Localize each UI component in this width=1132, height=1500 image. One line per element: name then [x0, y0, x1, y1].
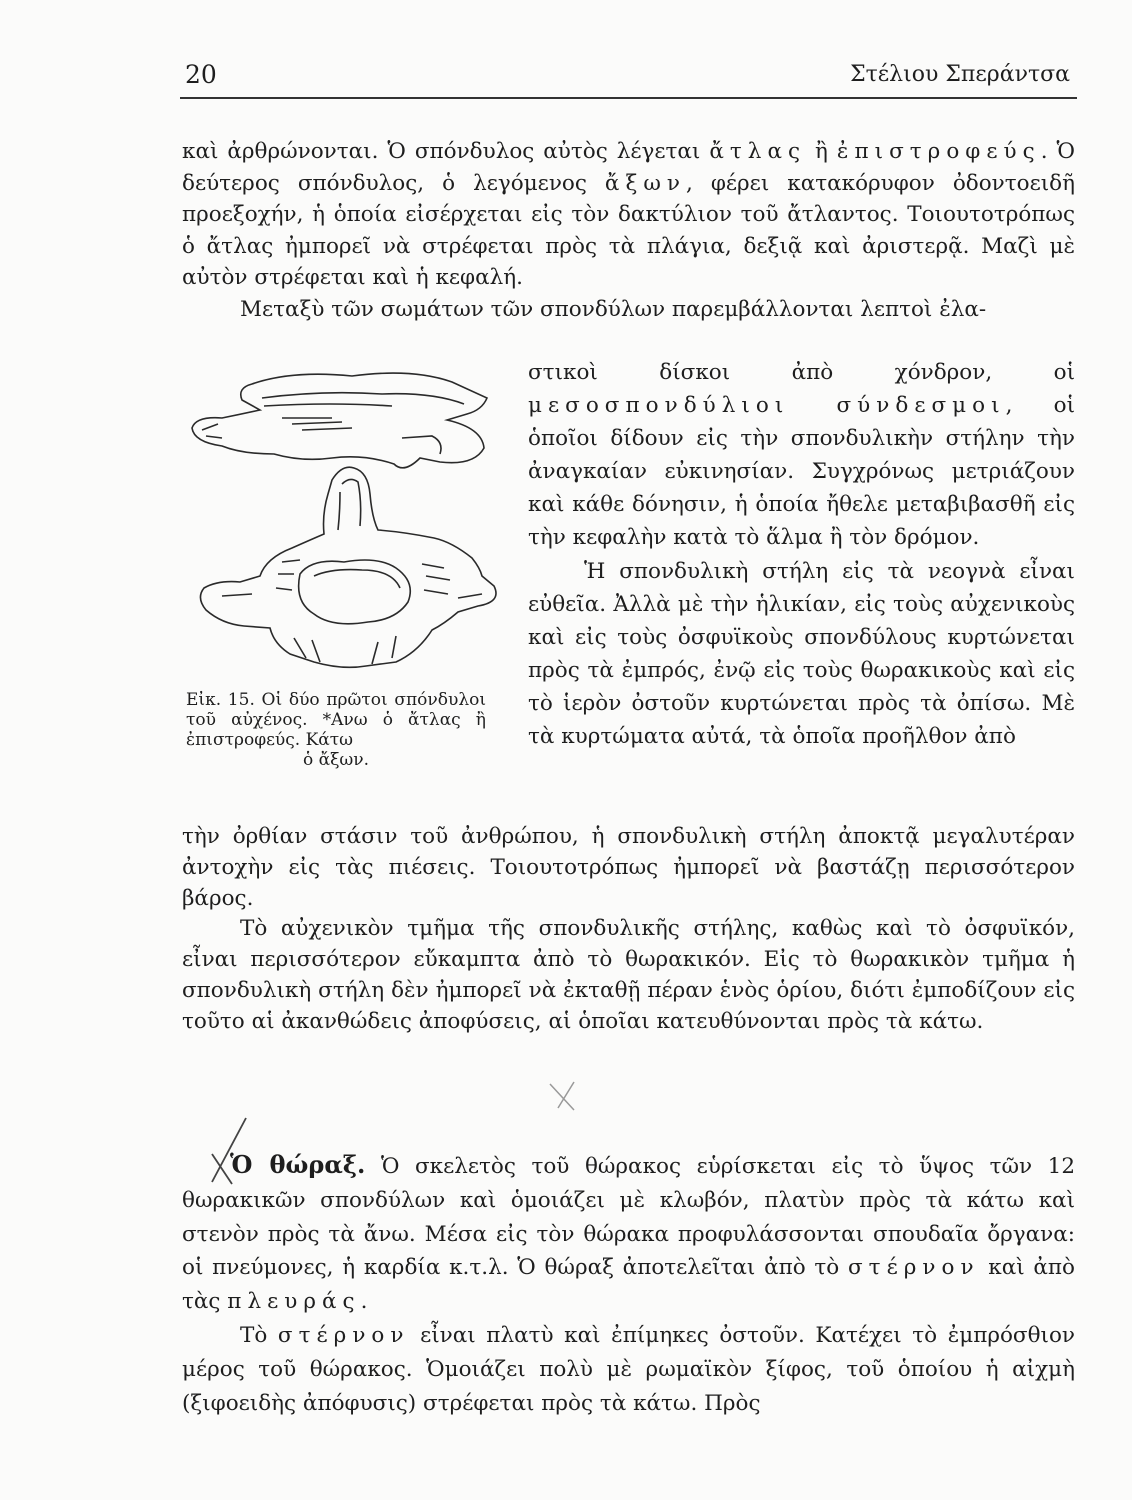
text-run: εἶναι πλατὺ καὶ ἐπίμηκες ὀστοῦν. Κατέχει τὸ ἐμπρόσθιον μέρος τοῦ θώρακος. Ὁμοιάζει πολὺ μὲ ρωμαϊκὸν ξίφος, τοῦ ὁποίου ἡ αἰχμὴ (ξιφοειδὴς ἀπόφυσις) στρέφεται πρὸς τὰ κάτω. Πρὸς	[182, 1322, 1075, 1416]
figure-caption	[186, 690, 486, 770]
paragraph-atlas	[182, 136, 1075, 294]
term-intervertebral-ligaments: μεσοσπονδύλιοι σύνδεσμοι	[528, 393, 1006, 419]
term-epistrofeus: ἐπιστροφεύς	[836, 139, 1041, 164]
header-rule	[180, 97, 1077, 99]
caption-text-end: ὁ ἄξων.	[302, 750, 370, 770]
text-top	[182, 136, 1075, 325]
term-sternum: στέρνον	[277, 1322, 410, 1348]
text-run: στικοὶ δίσκοι ἀπὸ χόνδρον, οἱ	[528, 360, 1075, 385]
text-run: Ὁ σκελετὸς τοῦ θώρακος εὑρίσκεται εἰς τὸ ὕψος τῶν 12 θωρακικῶν σπονδύλων καὶ ὁμοιάζει μὲ κλωβόν, πλατὺν πρὸς τὰ κάτω καὶ στενὸν πρὸς τὰ ἄνω. Μέσα εἰς τὸν θώρακα προφυλάσσονται σπουδαῖα ὄργανα: οἱ πνεύμονες, ἡ καρδία κ.τ.λ. Ὁ θώραξ ἀποτελεῖται ἀπὸ τὸ	[182, 1154, 1075, 1281]
paragraph-curvature: Ἡ σπονδυλικὴ στήλη εἰς τὰ νεογνὰ εἶναι εὐθεῖα. Ἀλλὰ μὲ τὴν ἡλικίαν, εἰς τοὺς αὐχενικοὺς καὶ εἰς τοὺς ὀσφυϊκοὺς σπονδύλους κυρτώνεται πρὸς τὰ ἐμπρός, ἐνῷ εἰς τοὺς θωρακικοὺς καὶ εἰς τὸ ἱερὸν ὀστοῦν κυρτώνεται πρὸς τὰ ὀπίσω. Μὲ τὰ κυρτώματα αὐτά, τὰ ὁποῖα προῆλθον ἀπὸ	[528, 558, 1075, 750]
caption-text: Εἰκ. 15. Οἱ δύο πρῶτοι σπόνδυλοι τοῦ αὐχένος. *Ανω ὁ ἄτλας ἢ ἐπιστροφεύς. Κάτω	[186, 690, 486, 750]
paragraph-flexibility: Τὸ αὐχενικὸν τμῆμα τῆς σπονδυλικῆς στήλης, καθὼς καὶ τὸ ὀσφυϊκόν, εἶναι περισσότερον εὔκαμπτα ἀπὸ τὸ θωρακικόν. Εἰς τὸ θωρακικὸν τμῆμα ἡ σπονδυλικὴ στήλη δὲν ἠμπορεῖ νὰ ἐκταθῇ πέραν ἑνὸς ὁρίου, διότι ἐμποδίζουν εἰς τοῦτο αἱ ἀκανθώδεις ἀποφύσεις, αἱ ὁποῖαι κατευθύνονται πρὸς τὰ κάτω.	[182, 916, 1075, 1034]
paragraph-discs-first-line: Μεταξὺ τῶν σωμάτων τῶν σπονδύλων παρεμβάλλονται λεπτοὶ ἐλα-	[240, 296, 987, 322]
term-axon: ἄξων	[604, 170, 686, 196]
text-run: . Ὁ δεύτερος σπόνδυλος, ὁ λεγόμενος	[182, 139, 1075, 196]
pencil-mark-icon	[544, 1076, 584, 1116]
running-title: Στέλιου Σπεράντσα	[850, 62, 1070, 87]
term-ribs: πλευράς	[227, 1289, 361, 1315]
paragraph-thorax	[182, 1148, 1075, 1319]
term-atlas: ἄτλας	[709, 139, 807, 164]
text-run: ἢ	[806, 139, 837, 164]
vertebrae-illustration	[182, 362, 527, 687]
text-run: , φέρει κατακόρυφον ὀδοντοειδῆ προεξοχήν, ἡ ὁποία εἰσέρχεται εἰς τὸν δακτύλιον τοῦ ἄτλαντος. Τοιουτοτρόπως ὁ ἄτλας ἠμπορεῖ νὰ στρέφεται πρὸς τὰ πλάγια, δεξιᾷ καὶ ἀριστερᾷ. Μαζὶ μὲ αὐτὸν στρέφεται καὶ ἡ κεφαλή.	[182, 170, 1075, 290]
text-continuation	[182, 822, 1075, 1038]
section-heading-thorax: Ὁ θώραξ.	[230, 1150, 366, 1179]
text-run: .	[360, 1289, 368, 1315]
text-run: καὶ ἀρθρώνονται. Ὁ σπόνδυλος αὐτὸς λέγεται	[182, 139, 710, 164]
paragraph-sternum	[182, 1319, 1075, 1420]
text-wrap-column	[528, 356, 1075, 753]
text-run: καὶ ἀπὸ τὰς	[182, 1255, 1075, 1315]
text-run: Τὸ	[240, 1322, 278, 1348]
text-run: , οἱ ὁποῖοι δίδουν εἰς τὴν σπονδυλικὴν στήλην τὴν ἀναγκαίαν εὐκινησίαν. Συγχρόνως μετριάζουν καὶ κάθε δόνησιν, ἡ ὁποία ἤθελε μεταβιβασθῆ εἰς τὴν κεφαλὴν κατὰ τὸ ἅλμα ἢ τὸν δρόμον.	[528, 393, 1075, 551]
paragraph-discs-rest	[528, 356, 1075, 555]
paragraph-curvature-end: τὴν ὀρθίαν στάσιν τοῦ ἀνθρώπου, ἡ σπονδυλικὴ στήλη ἀποκτᾷ μεγαλυτέραν ἀντοχὴν εἰς τὰς πιέσεις. Τοιουτοτρόπως ἠμπορεῖ νὰ βαστάζῃ περισσότερον βάρος.	[182, 824, 1075, 911]
page-number: 20	[185, 60, 217, 89]
text-bottom	[182, 1148, 1075, 1420]
term-sternum: στέρνον	[847, 1255, 980, 1281]
